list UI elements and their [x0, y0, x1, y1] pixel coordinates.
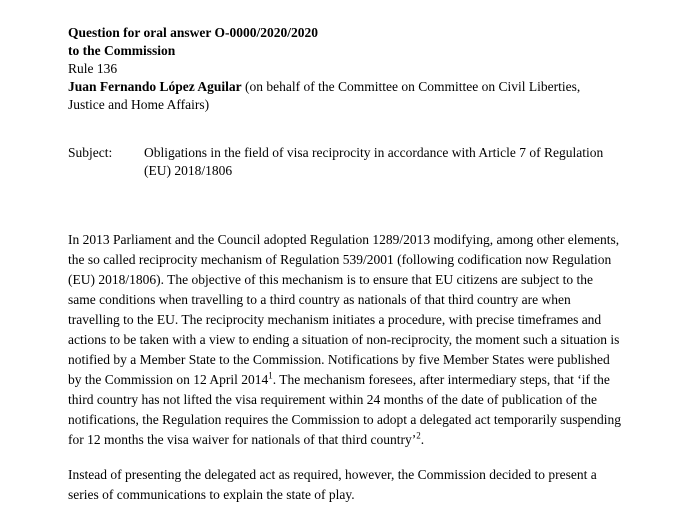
author-name: Juan Fernando López Aguilar	[68, 78, 242, 94]
body-paragraph-1-part-2: . The mechanism foresees, after intermediary steps, that ‘if the third country has not lifted the visa requirement within 24 months of the date of publication of the notifications, the Regulation requires the Commission to adopt a delegated act temporarily suspending for 12 months the visa waiver for nationals of that third country’	[68, 372, 621, 448]
footnote-marker-2: 2	[416, 430, 421, 441]
question-heading-line-1: Question for oral answer O-0000/2020/2020	[68, 25, 318, 40]
body-paragraph-2: Instead of presenting the delegated act as required, however, the Commission decided to present a series of communications to explain the state of play.	[68, 467, 597, 503]
author-affiliation: (on behalf of the Committee on Committee on Civil Liberties, Justice and Home Affairs)	[68, 78, 581, 112]
author-block	[68, 78, 613, 114]
body-paragraph-1	[68, 230, 624, 450]
question-heading	[68, 24, 624, 60]
subject-text: Obligations in the field of visa reciprocity in accordance with Article 7 of Regulation (EU) 2018/1806	[144, 144, 604, 179]
rule-reference: Rule 136	[68, 60, 118, 76]
body-paragraph-1-part-3: .	[420, 432, 425, 448]
subject-label: Subject:	[68, 144, 113, 160]
question-heading-line-2: to the Commission	[68, 42, 176, 58]
footnote-marker-1: 1	[268, 370, 273, 381]
document-body	[68, 230, 624, 505]
subject-row	[68, 144, 624, 181]
body-paragraph-1-part-1: In 2013 Parliament and the Council adopted Regulation 1289/2013 modifying, among other elements, the so called reciprocity mechanism of Regulation 539/2001 (following codification now Regulation (EU) 2018/1806). The objective of this mechanism is to ensure that EU citizens are subject to the same conditions when travelling to a third country as nationals of that third country are when travelling to the EU. The reciprocity mechanism initiates a procedure, with precise timeframes and actions to be taken with a view to ending a situation of non-reciprocity, the moment such a situation is notified by a Member State to the Commission. Notifications by five Member States were published by the Commission on 12 April 2014	[68, 232, 620, 388]
